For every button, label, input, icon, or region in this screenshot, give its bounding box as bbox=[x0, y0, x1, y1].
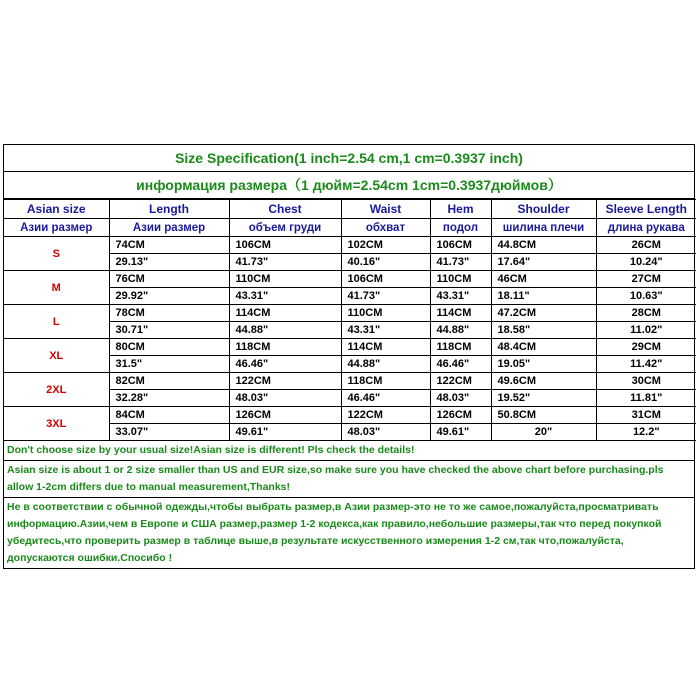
header-cell: Азии размер bbox=[4, 219, 109, 237]
sleeve-inch: 10.63" bbox=[596, 288, 696, 305]
shoulder-cm: 46CM bbox=[491, 271, 596, 288]
length-cm: 80CM bbox=[109, 339, 229, 356]
sleeve-inch: 12.2" bbox=[596, 424, 696, 441]
waist-inch: 46.46" bbox=[341, 390, 430, 407]
chest-cm: 114CM bbox=[229, 305, 341, 322]
shoulder-cm: 50.8CM bbox=[491, 407, 596, 424]
sleeve-cm: 28CM bbox=[596, 305, 696, 322]
sleeve-inch: 11.81" bbox=[596, 390, 696, 407]
header-cell: Азии размер bbox=[109, 219, 229, 237]
header-cell: подол bbox=[430, 219, 491, 237]
table-row bbox=[4, 305, 696, 322]
chest-cm: 110CM bbox=[229, 271, 341, 288]
length-cm: 74CM bbox=[109, 237, 229, 254]
header-cell: Hem bbox=[430, 200, 491, 219]
length-inch: 29.13" bbox=[109, 254, 229, 271]
header-cell: Length bbox=[109, 200, 229, 219]
length-inch: 29.92" bbox=[109, 288, 229, 305]
table-row bbox=[4, 271, 696, 288]
hem-inch: 44.88" bbox=[430, 322, 491, 339]
header-cell: объем груди bbox=[229, 219, 341, 237]
size-chart bbox=[3, 144, 695, 569]
header-cell: Shoulder bbox=[491, 200, 596, 219]
shoulder-cm: 44.8CM bbox=[491, 237, 596, 254]
shoulder-inch: 18.11" bbox=[491, 288, 596, 305]
chest-inch: 43.31" bbox=[229, 288, 341, 305]
title-ru: информация размера（1 дюйм=2.54cm 1cm=0.3937дюймов） bbox=[4, 172, 694, 199]
length-inch: 32.28" bbox=[109, 390, 229, 407]
waist-cm: 110CM bbox=[341, 305, 430, 322]
table-row bbox=[4, 373, 696, 390]
size-label: S bbox=[4, 237, 109, 271]
chest-inch: 49.61" bbox=[229, 424, 341, 441]
chest-inch: 44.88" bbox=[229, 322, 341, 339]
waist-inch: 43.31" bbox=[341, 322, 430, 339]
shoulder-inch: 19.05" bbox=[491, 356, 596, 373]
chest-inch: 46.46" bbox=[229, 356, 341, 373]
waist-cm: 122CM bbox=[341, 407, 430, 424]
sleeve-inch: 11.02" bbox=[596, 322, 696, 339]
size-label: XL bbox=[4, 339, 109, 373]
hem-inch: 43.31" bbox=[430, 288, 491, 305]
waist-cm: 114CM bbox=[341, 339, 430, 356]
chest-cm: 126CM bbox=[229, 407, 341, 424]
length-inch: 30.71" bbox=[109, 322, 229, 339]
hem-cm: 126CM bbox=[430, 407, 491, 424]
shoulder-inch: 19.52" bbox=[491, 390, 596, 407]
header-cell: Chest bbox=[229, 200, 341, 219]
sleeve-inch: 10.24" bbox=[596, 254, 696, 271]
note-warning: Don't choose size by your usual size!Asian size is different! Pls check the details! bbox=[4, 441, 694, 461]
length-inch: 31.5" bbox=[109, 356, 229, 373]
hem-inch: 48.03" bbox=[430, 390, 491, 407]
chest-cm: 118CM bbox=[229, 339, 341, 356]
header-cell: обхват bbox=[341, 219, 430, 237]
header-cell: Sleeve Length bbox=[596, 200, 696, 219]
header-cell: длина рукава bbox=[596, 219, 696, 237]
hem-cm: 114CM bbox=[430, 305, 491, 322]
header-row-ru bbox=[4, 219, 696, 237]
waist-inch: 48.03" bbox=[341, 424, 430, 441]
sleeve-cm: 30CM bbox=[596, 373, 696, 390]
chest-inch: 48.03" bbox=[229, 390, 341, 407]
waist-inch: 40.16" bbox=[341, 254, 430, 271]
table-row bbox=[4, 237, 696, 254]
size-label: 3XL bbox=[4, 407, 109, 441]
hem-cm: 110CM bbox=[430, 271, 491, 288]
shoulder-cm: 47.2CM bbox=[491, 305, 596, 322]
size-label: 2XL bbox=[4, 373, 109, 407]
header-cell: Waist bbox=[341, 200, 430, 219]
waist-cm: 118CM bbox=[341, 373, 430, 390]
sleeve-inch: 11.42" bbox=[596, 356, 696, 373]
hem-inch: 46.46" bbox=[430, 356, 491, 373]
chest-inch: 41.73" bbox=[229, 254, 341, 271]
chest-cm: 106CM bbox=[229, 237, 341, 254]
sleeve-cm: 31CM bbox=[596, 407, 696, 424]
shoulder-inch: 17.64" bbox=[491, 254, 596, 271]
shoulder-inch: 18.58" bbox=[491, 322, 596, 339]
hem-cm: 122CM bbox=[430, 373, 491, 390]
size-label: L bbox=[4, 305, 109, 339]
waist-inch: 41.73" bbox=[341, 288, 430, 305]
header-cell: Asian size bbox=[4, 200, 109, 219]
waist-cm: 106CM bbox=[341, 271, 430, 288]
header-row-en bbox=[4, 200, 696, 219]
waist-cm: 102CM bbox=[341, 237, 430, 254]
hem-cm: 106CM bbox=[430, 237, 491, 254]
shoulder-cm: 49.6CM bbox=[491, 373, 596, 390]
size-label: M bbox=[4, 271, 109, 305]
hem-inch: 49.61" bbox=[430, 424, 491, 441]
table-row bbox=[4, 407, 696, 424]
title-en: Size Specification(1 inch=2.54 cm,1 cm=0.3937 inch) bbox=[4, 145, 694, 172]
sleeve-cm: 27CM bbox=[596, 271, 696, 288]
sleeve-cm: 29CM bbox=[596, 339, 696, 356]
hem-cm: 118CM bbox=[430, 339, 491, 356]
table-row bbox=[4, 339, 696, 356]
length-cm: 84CM bbox=[109, 407, 229, 424]
shoulder-cm: 48.4CM bbox=[491, 339, 596, 356]
header-cell: шилина плечи bbox=[491, 219, 596, 237]
notes-section bbox=[4, 441, 694, 568]
length-cm: 82CM bbox=[109, 373, 229, 390]
waist-inch: 44.88" bbox=[341, 356, 430, 373]
size-table bbox=[4, 199, 696, 441]
note-english: Asian size is about 1 or 2 size smaller than US and EUR size,so make sure you have checked the above chart before purchasing.pls allow 1-2cm differs due to manual measurement,Thanks! bbox=[4, 461, 694, 498]
length-cm: 78CM bbox=[109, 305, 229, 322]
sleeve-cm: 26CM bbox=[596, 237, 696, 254]
length-inch: 33.07" bbox=[109, 424, 229, 441]
shoulder-inch: 20" bbox=[491, 424, 596, 441]
note-russian: Не в соответствии с обычной одежды,чтобы выбрать размер,в Азии размер-это не то же самое,пожалуйста,просматривать информацию.Азии,чем в Европе и США размер,размер 1-2 кодекса,как правило,небольшие размеры,так что перед покупкой убедитесь,что проверить размер в таблице выше,в результате искусственного измерения 1-2 см,так что,пожалуйста, допускаются ошибки.Спосибо ! bbox=[7, 501, 662, 564]
chest-cm: 122CM bbox=[229, 373, 341, 390]
length-cm: 76CM bbox=[109, 271, 229, 288]
hem-inch: 41.73" bbox=[430, 254, 491, 271]
